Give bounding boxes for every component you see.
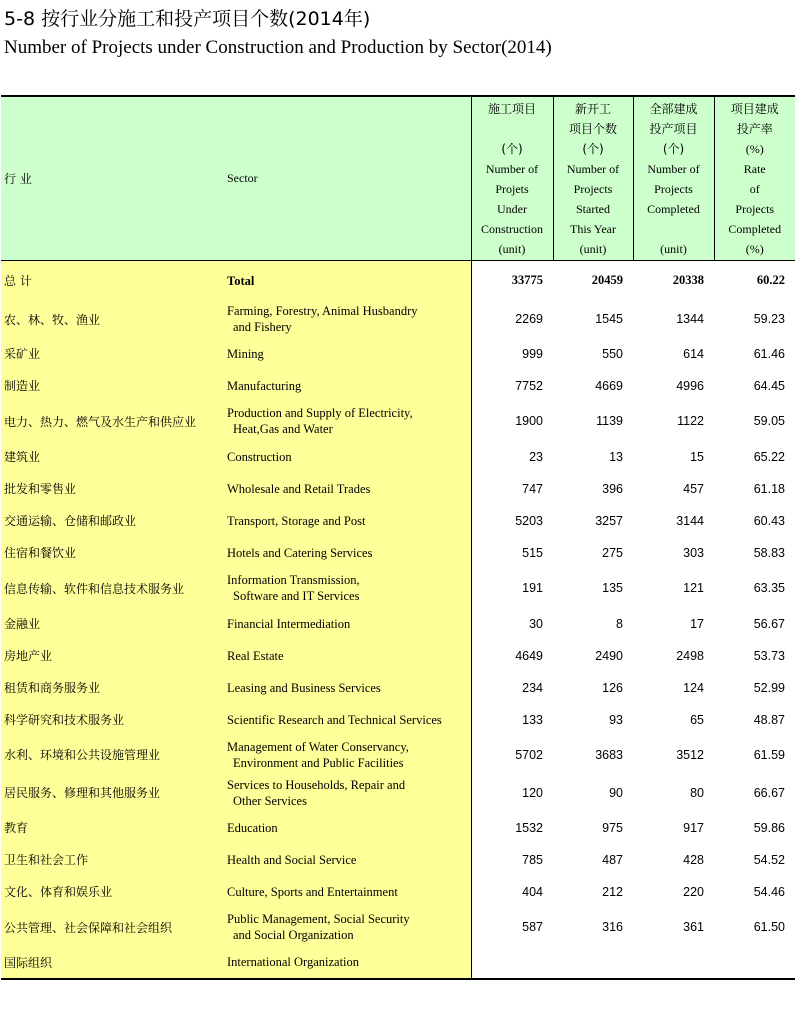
sector-en-line2: Software and IT Services — [233, 589, 360, 603]
sector-cn-cell: 建筑业 — [1, 441, 227, 473]
table-row — [1, 640, 795, 672]
sector-cn-cell: 金融业 — [1, 608, 227, 640]
header-line: (个) — [501, 142, 523, 156]
sector-en-cell — [227, 569, 471, 608]
sector-en-line1: Financial Intermediation — [227, 616, 351, 631]
completed-cell: 917 — [683, 820, 704, 835]
started-cell: 13 — [609, 449, 623, 464]
sector-en-line2: Heat,Gas and Water — [233, 422, 333, 436]
header-line: 投产项目 — [649, 122, 698, 136]
rate-cell: 59.05 — [753, 414, 785, 428]
sector-en-line2: and Social Organization — [233, 928, 354, 942]
started-cell: 1139 — [596, 414, 623, 428]
sector-en-cell — [227, 844, 471, 876]
started-cell — [553, 947, 633, 979]
sector-en-line1: Manufacturing — [227, 378, 302, 393]
table-row — [1, 812, 795, 844]
rate-cell: 56.67 — [753, 616, 785, 631]
sector-en-line2: and Fishery — [233, 320, 292, 334]
sector-cn-cell: 房地产业 — [1, 640, 227, 672]
rate-cell: 48.87 — [753, 712, 785, 727]
completed-cell: 121 — [683, 581, 704, 595]
sector-en-line1: Public Management, Social Security — [227, 912, 410, 926]
completed-cell: 17 — [690, 616, 704, 631]
header-line: Number of — [647, 162, 700, 176]
sector-en-cell — [227, 640, 471, 672]
started-cell: 975 — [602, 820, 623, 835]
started-cell: 2490 — [595, 648, 623, 663]
sector-cn-cell: 文化、体育和娱乐业 — [1, 876, 227, 908]
started-cell: 212 — [602, 884, 623, 899]
sector-en-cell — [227, 338, 471, 370]
under-construction-cell: 23 — [471, 441, 553, 473]
sector-en-cell — [227, 908, 471, 947]
sector-cn-cell: 公共管理、社会保障和社会组织 — [1, 908, 227, 947]
completed-cell: 428 — [683, 852, 704, 867]
under-construction-cell: 33775 — [471, 261, 553, 301]
completed-cell: 4996 — [676, 378, 704, 393]
started-cell: 3683 — [595, 747, 623, 762]
completed-cell: 3144 — [676, 513, 704, 528]
sector-cn-cell: 采矿业 — [1, 338, 227, 370]
started-cell: 126 — [602, 680, 623, 695]
sector-cn-cell: 租赁和商务服务业 — [1, 672, 227, 704]
header-line: (unit) — [660, 242, 687, 256]
sector-cn-cell: 电力、热力、燃气及水生产和供应业 — [1, 402, 227, 441]
rate-cell: 54.52 — [753, 852, 785, 867]
header-line: 投产率 — [736, 122, 773, 136]
completed-cell: 2498 — [676, 648, 704, 663]
sector-cn-cell: 卫生和社会工作 — [1, 844, 227, 876]
under-construction-cell: 404 — [471, 876, 553, 908]
sector-cn-cell: 制造业 — [1, 370, 227, 402]
rate-cell: 53.73 — [753, 648, 785, 663]
rate-cell: 63.35 — [753, 581, 785, 595]
sector-en-line1: Transport, Storage and Post — [227, 513, 366, 528]
header-line: Under — [497, 202, 527, 216]
started-cell: 275 — [602, 545, 623, 560]
header-line: 项目个数 — [568, 122, 617, 136]
table-row — [1, 370, 795, 402]
under-construction-cell: 515 — [471, 537, 553, 569]
under-construction-cell: 747 — [471, 473, 553, 505]
sector-cn-cell: 住宿和餐饮业 — [1, 537, 227, 569]
sector-en-line1: Information Transmission, — [227, 573, 360, 587]
started-cell: 316 — [602, 920, 623, 934]
header-line: Number of — [485, 162, 539, 176]
completed-cell — [633, 947, 714, 979]
sector-cn-cell: 批发和零售业 — [1, 473, 227, 505]
rate-cell: 60.43 — [753, 513, 785, 528]
header-line: of — [749, 182, 760, 196]
rate-cell: 59.23 — [753, 312, 785, 326]
sector-en-line1: Mining — [227, 346, 264, 361]
sector-en-cell — [227, 370, 471, 402]
rate-cell: 61.18 — [753, 481, 785, 496]
started-cell: 4669 — [595, 378, 623, 393]
header-line: (个) — [582, 142, 604, 156]
started-cell: 3257 — [595, 513, 623, 528]
sector-en-line1: Culture, Sports and Entertainment — [227, 884, 398, 899]
sector-en-line1: Services to Households, Repair and — [227, 777, 406, 792]
under-construction-cell: 5702 — [471, 736, 553, 774]
under-construction-cell: 5203 — [471, 505, 553, 537]
rate-cell: 52.99 — [753, 680, 785, 695]
under-construction-cell: 191 — [471, 569, 553, 608]
sector-en-line1: Leasing and Business Services — [227, 680, 381, 695]
sector-en-line1: Health and Social Service — [227, 852, 357, 867]
under-construction-cell: 999 — [471, 338, 553, 370]
header-line: Number of — [566, 162, 620, 176]
header-line: This Year — [569, 222, 616, 236]
completed-cell: 1122 — [677, 414, 704, 428]
sector-en-line1: Farming, Forestry, Animal Husbandry — [227, 304, 418, 318]
started-cell: 20459 — [591, 273, 623, 288]
sector-en-cell — [227, 774, 471, 812]
header-col-rate — [714, 96, 795, 261]
header-line: 项目建成 — [730, 102, 779, 116]
rate-cell: 58.83 — [753, 545, 785, 560]
sector-en-cell — [227, 876, 471, 908]
under-construction-cell: 120 — [471, 774, 553, 812]
under-construction-cell: 1532 — [471, 812, 553, 844]
table-row — [1, 736, 795, 774]
under-construction-cell: 234 — [471, 672, 553, 704]
header-line: Completed — [647, 202, 700, 216]
sector-en-cell — [227, 402, 471, 441]
table-row — [1, 876, 795, 908]
sector-en-cell — [227, 736, 471, 774]
completed-cell: 3512 — [676, 747, 704, 762]
started-cell: 135 — [602, 581, 623, 595]
sector-en-line1: Education — [227, 820, 278, 835]
header-line: Construction — [481, 222, 543, 236]
sector-cn-cell: 农、林、牧、渔业 — [1, 301, 227, 338]
rate-cell: 64.45 — [753, 378, 785, 393]
header-sector-cn: 行 业 — [1, 96, 227, 261]
completed-cell: 80 — [690, 785, 704, 800]
started-cell: 396 — [602, 481, 623, 496]
sector-en-cell — [227, 473, 471, 505]
sector-en-line1: Production and Supply of Electricity, — [227, 406, 413, 420]
completed-cell: 303 — [683, 545, 704, 560]
sector-en-cell — [227, 608, 471, 640]
sector-en-line1: Wholesale and Retail Trades — [227, 481, 371, 496]
sector-en-cell — [227, 812, 471, 844]
sector-en-line2: Environment and Public Facilities — [233, 755, 404, 770]
header-line: (个) — [662, 142, 685, 156]
header-line: Rate — [743, 162, 766, 176]
sector-en-cell — [227, 947, 471, 979]
header-line: Projects — [735, 202, 775, 216]
header-line: (%) — [745, 242, 764, 256]
sector-en-line1: Real Estate — [227, 648, 284, 663]
table-row — [1, 704, 795, 736]
header-line: (unit) — [579, 242, 607, 256]
sector-cn-cell: 水利、环境和公共设施管理业 — [1, 736, 227, 774]
table-row — [1, 261, 795, 301]
header-line: Projets — [495, 182, 529, 196]
sector-en-cell — [227, 441, 471, 473]
header-line: Projects — [573, 182, 613, 196]
table-body — [1, 261, 795, 979]
started-cell: 487 — [602, 852, 623, 867]
table-title-en: Number of Projects under Construction and Production by Sector(2014) — [4, 37, 552, 58]
completed-cell: 457 — [683, 481, 704, 496]
header-line: Started — [576, 202, 610, 216]
completed-cell: 1344 — [676, 312, 704, 326]
rate-cell: 61.59 — [753, 747, 785, 762]
header-sector-en: Sector — [227, 96, 471, 261]
under-construction-cell — [471, 947, 553, 979]
sector-en-cell — [227, 672, 471, 704]
completed-cell: 361 — [683, 920, 704, 934]
header-line: Projects — [654, 182, 693, 196]
sector-cn-cell: 信息传输、软件和信息技术服务业 — [1, 569, 227, 608]
under-construction-cell: 30 — [471, 608, 553, 640]
completed-cell: 20338 — [672, 273, 704, 288]
table-row — [1, 672, 795, 704]
completed-cell: 124 — [683, 680, 704, 695]
started-cell: 93 — [609, 712, 623, 727]
header-col-under-construction — [471, 96, 553, 261]
header-line — [634, 219, 714, 239]
header-col-completed — [633, 96, 714, 261]
sector-cn-cell: 国际组织 — [1, 947, 227, 979]
under-construction-cell: 1900 — [471, 402, 553, 441]
table-row — [1, 908, 795, 947]
rate-cell: 61.46 — [753, 346, 785, 361]
under-construction-cell: 785 — [471, 844, 553, 876]
table-row — [1, 441, 795, 473]
under-construction-cell: 7752 — [471, 370, 553, 402]
rate-cell: 65.22 — [753, 449, 785, 464]
table-header-row — [1, 96, 795, 261]
header-col-started — [553, 96, 633, 261]
table-row — [1, 569, 795, 608]
completed-cell: 614 — [683, 346, 704, 361]
completed-cell: 220 — [683, 884, 704, 899]
sector-en-line2: Other Services — [233, 793, 307, 808]
rate-cell: 60.22 — [756, 273, 785, 288]
sector-en-line1: Hotels and Catering Services — [227, 545, 373, 560]
started-cell: 550 — [602, 346, 623, 361]
header-line: 全部建成 — [649, 102, 698, 116]
completed-cell: 65 — [690, 712, 704, 727]
header-line: (unit) — [498, 242, 526, 256]
sector-en-line1: Construction — [227, 449, 292, 464]
under-construction-cell: 4649 — [471, 640, 553, 672]
sector-en-line1: International Organization — [227, 955, 360, 969]
sector-en-cell — [227, 537, 471, 569]
table-row — [1, 338, 795, 370]
rate-cell: 61.50 — [753, 920, 785, 934]
sector-en-cell — [227, 505, 471, 537]
under-construction-cell: 587 — [471, 908, 553, 947]
sector-cn-cell: 教育 — [1, 812, 227, 844]
table-row — [1, 301, 795, 338]
sector-cn-cell: 总 计 — [1, 261, 227, 301]
table-row — [1, 537, 795, 569]
table-row — [1, 774, 795, 812]
header-line: 新开工 — [574, 102, 611, 116]
sector-en-line1: Scientific Research and Technical Services — [227, 712, 442, 727]
projects-table — [1, 95, 795, 980]
table-row — [1, 402, 795, 441]
header-line: Completed — [728, 222, 782, 236]
header-line: (%) — [745, 142, 764, 156]
sector-cn-cell: 交通运输、仓储和邮政业 — [1, 505, 227, 537]
rate-cell: 66.67 — [753, 785, 785, 800]
sector-en-cell — [227, 704, 471, 736]
started-cell: 1545 — [595, 312, 623, 326]
sector-en-cell — [227, 261, 471, 301]
rate-cell: 59.86 — [753, 820, 785, 835]
under-construction-cell: 133 — [471, 704, 553, 736]
table-row — [1, 608, 795, 640]
sector-en-cell — [227, 301, 471, 338]
sector-cn-cell: 科学研究和技术服务业 — [1, 704, 227, 736]
completed-cell: 15 — [690, 449, 704, 464]
sector-en-line1: Management of Water Conservancy, — [227, 739, 409, 754]
table-row — [1, 947, 795, 979]
sector-cn-cell: 居民服务、修理和其他服务业 — [1, 774, 227, 812]
table-row — [1, 505, 795, 537]
started-cell: 8 — [616, 616, 623, 631]
started-cell: 90 — [609, 785, 623, 800]
sector-en-line1: Total — [227, 273, 255, 288]
table-row — [1, 844, 795, 876]
table-title-cn: 5-8 按行业分施工和投产项目个数(2014年) — [4, 8, 371, 30]
rate-cell: 54.46 — [753, 884, 785, 899]
header-line: 施工项目 — [487, 102, 536, 116]
table-row — [1, 473, 795, 505]
rate-cell — [714, 947, 795, 979]
under-construction-cell: 2269 — [471, 301, 553, 338]
